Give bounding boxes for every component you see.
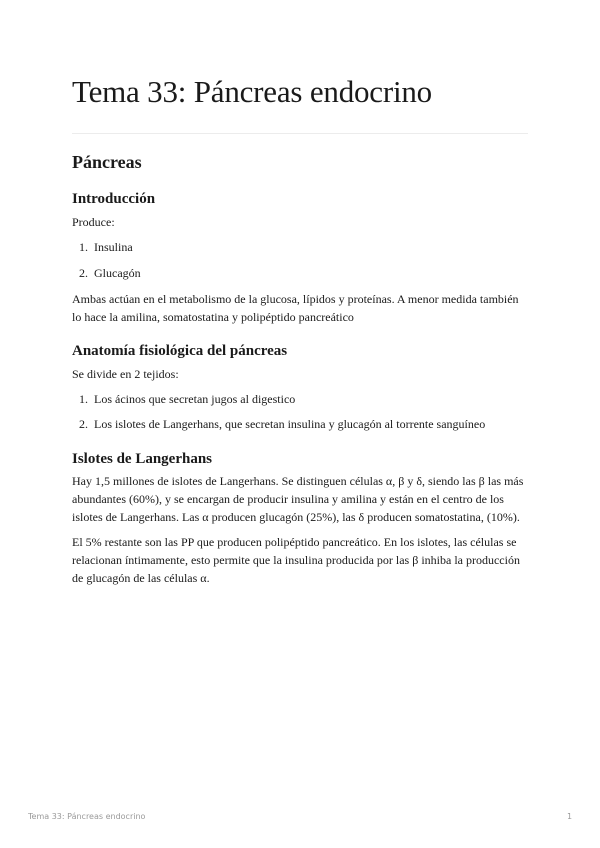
intro-lead: Produce: (72, 215, 115, 229)
list-number: 1. (79, 240, 88, 254)
list-number: 2. (79, 266, 88, 280)
list-item (79, 390, 528, 408)
list-item (79, 264, 528, 282)
islets-paragraph-1: Hay 1,5 millones de islotes de Langerhans. Se distinguen células α, β y δ, siendo las β las más abundantes (60%), y se encargan de producir insulina y amilina y están en el centro de los islotes de Langerhans. Las α producen glucagón (25%), las δ producen somatostatina, (10%). (72, 474, 524, 524)
islets-paragraph-2: El 5% restante son las PP que producen polipéptido pancreático. En los islotes, las células se relacionan íntimamente, esto permite que la insulina producida por las β inhiba la producción de glucagón de las células α. (72, 535, 520, 585)
page-title: Tema 33: Páncreas endocrino (72, 74, 432, 109)
title-divider (72, 133, 528, 134)
list-number: 1. (79, 392, 88, 406)
footer-title: Tema 33: Páncreas endocrino (28, 812, 146, 821)
list-item (79, 238, 528, 256)
anatomy-heading: Anatomía fisiológica del páncreas (72, 343, 288, 359)
list-item (79, 415, 528, 433)
islets-heading: Islotes de Langerhans (72, 451, 213, 467)
list-text: Glucagón (94, 266, 141, 280)
anatomy-lead: Se divide en 2 tejidos: (72, 367, 179, 381)
list-number: 2. (79, 417, 88, 431)
intro-heading: Introducción (72, 191, 156, 207)
intro-paragraph: Ambas actúan en el metabolismo de la glucosa, lípidos y proteínas. A menor medida también lo hace la amilina, somatostatina y polipéptido pancreático (72, 292, 519, 324)
list-text: Insulina (94, 240, 133, 254)
list-text: Los ácinos que secretan jugos al digestico (94, 392, 296, 406)
list-text: Los islotes de Langerhans, que secretan insulina y glucagón al torrente sanguíneo (94, 417, 486, 431)
section-heading: Páncreas (72, 152, 142, 172)
page-number: 1 (567, 812, 573, 821)
